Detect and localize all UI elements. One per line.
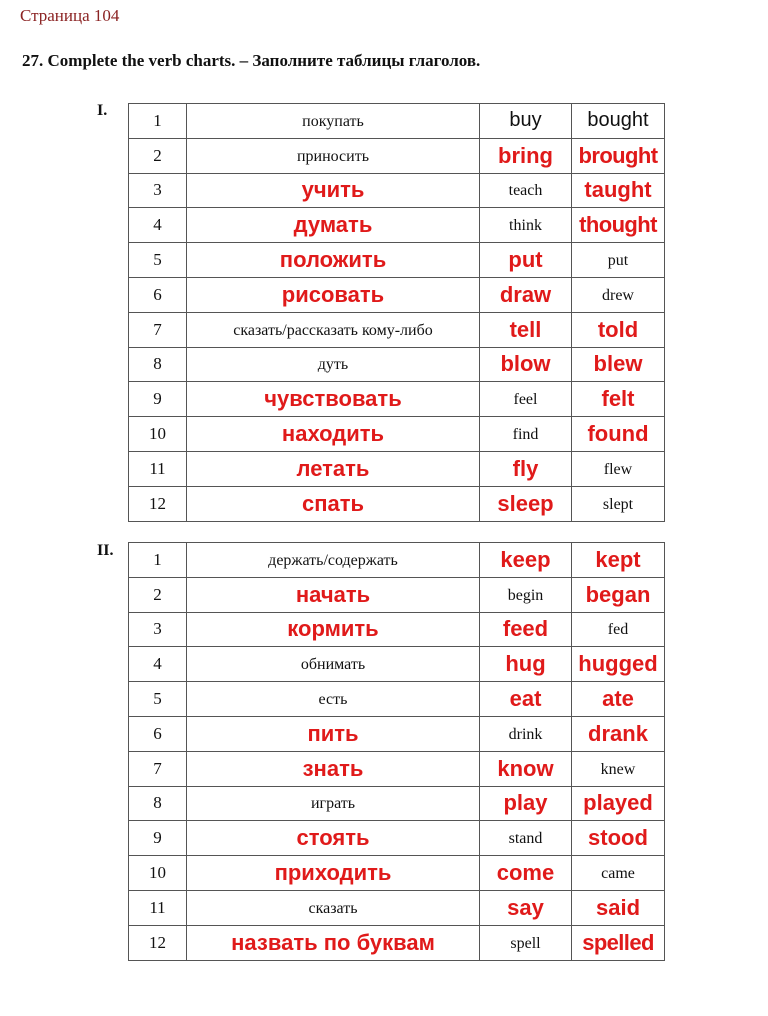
row-number-cell [129, 173, 187, 208]
table-row [129, 486, 665, 521]
row-number: 3 [153, 619, 162, 639]
verb-infinitive: eat [509, 686, 542, 712]
row-number: 7 [153, 319, 162, 339]
russian-verb-cell [187, 173, 480, 208]
verb-infinitive-cell [480, 138, 572, 173]
russian-verb-cell [187, 312, 480, 347]
verb-past-cell [572, 312, 665, 347]
verb-past-cell [572, 716, 665, 751]
verb-infinitive-cell [480, 543, 572, 578]
verb-past: found [587, 421, 649, 447]
verb-infinitive: spell [510, 934, 541, 952]
row-number: 2 [153, 584, 162, 604]
russian-verb: обнимать [300, 656, 366, 674]
table-row [129, 312, 665, 347]
row-number: 6 [153, 284, 162, 304]
verb-infinitive-cell [480, 208, 572, 243]
table-row [129, 890, 665, 925]
verb-past-cell [572, 751, 665, 786]
russian-verb: кормить [287, 616, 379, 642]
verb-infinitive: blow [500, 351, 551, 377]
row-number: 2 [153, 145, 162, 165]
russian-verb: назвать по буквам [231, 929, 435, 955]
russian-verb-cell [187, 751, 480, 786]
verb-past: thought [579, 212, 657, 238]
verb-infinitive: say [507, 894, 544, 920]
row-number-cell [129, 243, 187, 278]
verb-infinitive: play [503, 790, 548, 816]
verb-past-cell [572, 577, 665, 612]
russian-verb-cell [187, 451, 480, 486]
verb-past: came [601, 865, 635, 883]
russian-verb: сказать [308, 899, 358, 917]
row-number-cell [129, 104, 187, 139]
section-mark-2: II. [97, 542, 114, 559]
verb-past-cell [572, 682, 665, 717]
row-number-cell [129, 312, 187, 347]
verb-infinitive-cell [480, 682, 572, 717]
row-number-cell [129, 682, 187, 717]
verb-infinitive: draw [499, 281, 552, 307]
verb-past: spelled [582, 929, 654, 955]
verb-past-cell [572, 347, 665, 382]
table-row [129, 716, 665, 751]
row-number-cell [129, 856, 187, 891]
table-row [129, 277, 665, 312]
russian-verb-cell [187, 104, 480, 139]
row-number: 6 [153, 723, 162, 743]
row-number-cell [129, 890, 187, 925]
verb-infinitive-cell [480, 451, 572, 486]
verb-infinitive: sleep [497, 490, 554, 516]
russian-verb: играть [310, 795, 356, 813]
verb-past: slept [602, 495, 634, 513]
exercise-instruction: Complete the verb charts. – Заполните таблицы глаголов. [47, 51, 481, 70]
russian-verb-cell [187, 208, 480, 243]
verb-past: drew [602, 286, 634, 304]
russian-verb: стоять [296, 825, 370, 851]
table-row [129, 208, 665, 243]
verb-infinitive-cell [480, 312, 572, 347]
russian-verb: чувствовать [264, 386, 402, 412]
table-row [129, 612, 665, 647]
table-row [129, 451, 665, 486]
russian-verb: положить [279, 247, 387, 273]
russian-verb-cell [187, 786, 480, 821]
verb-infinitive-cell [480, 716, 572, 751]
verb-infinitive-cell [480, 647, 572, 682]
verb-infinitive: feed [502, 616, 549, 642]
verb-past: ate [602, 686, 634, 712]
russian-verb: находить [281, 421, 385, 447]
verb-infinitive-cell [480, 786, 572, 821]
table-row [129, 925, 665, 960]
verb-past-cell [572, 890, 665, 925]
verb-infinitive-cell [480, 417, 572, 452]
verb-past-cell [572, 417, 665, 452]
verb-infinitive-cell [480, 751, 572, 786]
verb-past-cell [572, 821, 665, 856]
verb-infinitive: drink [508, 725, 543, 743]
row-number-cell [129, 451, 187, 486]
verb-infinitive: tell [509, 316, 542, 342]
russian-verb: летать [296, 455, 370, 481]
row-number: 11 [149, 458, 166, 478]
row-number-cell [129, 382, 187, 417]
row-number-cell [129, 543, 187, 578]
row-number: 3 [153, 180, 162, 200]
verb-past-cell [572, 104, 665, 139]
russian-verb: дуть [317, 356, 349, 374]
russian-verb: знать [302, 755, 364, 781]
russian-verb: приносить [296, 147, 370, 165]
russian-verb-cell [187, 890, 480, 925]
verb-past-cell [572, 451, 665, 486]
verb-infinitive: hug [505, 651, 546, 677]
verb-past-cell [572, 612, 665, 647]
verb-infinitive: buy [509, 109, 542, 132]
verb-chart-1 [128, 103, 665, 522]
row-number-cell [129, 138, 187, 173]
verb-past: fed [607, 621, 629, 639]
row-number-cell [129, 751, 187, 786]
verb-past: put [607, 252, 629, 270]
russian-verb: сказать/рассказать кому-либо [233, 321, 433, 339]
russian-verb-cell [187, 682, 480, 717]
page-label: Страница 104 [20, 6, 120, 25]
row-number-cell [129, 647, 187, 682]
exercise-heading [22, 51, 480, 71]
table-row [129, 382, 665, 417]
row-number: 5 [153, 250, 162, 270]
russian-verb-cell [187, 543, 480, 578]
russian-verb-cell [187, 647, 480, 682]
russian-verb-cell [187, 716, 480, 751]
row-number-cell [129, 612, 187, 647]
row-number: 10 [149, 424, 166, 444]
table-row [129, 243, 665, 278]
russian-verb: держать/содержать [268, 551, 398, 569]
verb-infinitive: find [512, 426, 539, 444]
table-row [129, 786, 665, 821]
table-row [129, 577, 665, 612]
verb-past: drank [588, 720, 648, 746]
verb-past: played [583, 790, 653, 816]
russian-verb-cell [187, 821, 480, 856]
row-number: 1 [153, 110, 162, 130]
verb-past: brought [578, 142, 658, 168]
russian-verb-cell [187, 856, 480, 891]
verb-infinitive-cell [480, 577, 572, 612]
verb-past-cell [572, 138, 665, 173]
row-number-cell [129, 577, 187, 612]
row-number-cell [129, 347, 187, 382]
table-row [129, 417, 665, 452]
table-row [129, 104, 665, 139]
table-row [129, 543, 665, 578]
row-number: 12 [149, 493, 166, 513]
verb-infinitive: stand [508, 830, 543, 848]
verb-infinitive-cell [480, 486, 572, 521]
russian-verb-cell [187, 138, 480, 173]
table-row [129, 347, 665, 382]
verb-infinitive-cell [480, 925, 572, 960]
russian-verb: пить [307, 720, 359, 746]
verb-chart-2 [128, 542, 665, 961]
row-number: 5 [153, 689, 162, 709]
verb-infinitive: come [496, 860, 555, 886]
verb-past: blew [593, 351, 643, 377]
row-number: 12 [149, 932, 166, 952]
russian-verb-cell [187, 347, 480, 382]
verb-infinitive-cell [480, 347, 572, 382]
row-number-cell [129, 486, 187, 521]
verb-past: hugged [578, 651, 658, 677]
row-number-cell [129, 417, 187, 452]
exercise-number: 27. [22, 51, 44, 70]
russian-verb: приходить [274, 860, 392, 886]
verb-past-cell [572, 786, 665, 821]
verb-past-cell [572, 277, 665, 312]
verb-past-cell [572, 647, 665, 682]
russian-verb-cell [187, 612, 480, 647]
russian-verb: думать [293, 212, 373, 238]
row-number: 9 [153, 828, 162, 848]
russian-verb-cell [187, 417, 480, 452]
verb-infinitive-cell [480, 821, 572, 856]
verb-past: flew [603, 460, 633, 478]
verb-past-cell [572, 856, 665, 891]
verb-infinitive: teach [508, 182, 543, 200]
verb-infinitive: begin [507, 586, 544, 604]
verb-past-cell [572, 543, 665, 578]
russian-verb-cell [187, 925, 480, 960]
verb-infinitive: fly [512, 455, 539, 481]
table-row [129, 138, 665, 173]
row-number-cell [129, 716, 187, 751]
verb-past-cell [572, 243, 665, 278]
section-mark-1: I. [97, 102, 108, 119]
verb-past: began [585, 581, 651, 607]
verb-past: bought [587, 109, 649, 132]
verb-past: taught [584, 177, 652, 203]
row-number: 4 [153, 215, 162, 235]
russian-verb: покупать [302, 112, 364, 130]
verb-infinitive-cell [480, 890, 572, 925]
verb-infinitive: put [508, 247, 543, 273]
verb-past: told [597, 316, 639, 342]
row-number: 4 [153, 654, 162, 674]
verb-infinitive-cell [480, 277, 572, 312]
table-row [129, 751, 665, 786]
verb-infinitive-cell [480, 104, 572, 139]
verb-infinitive-cell [480, 243, 572, 278]
russian-verb-cell [187, 277, 480, 312]
verb-past-cell [572, 925, 665, 960]
row-number: 1 [153, 549, 162, 569]
russian-verb: спать [301, 490, 365, 516]
table-row [129, 173, 665, 208]
verb-infinitive-cell [480, 173, 572, 208]
row-number-cell [129, 925, 187, 960]
verb-infinitive: bring [498, 142, 553, 168]
verb-infinitive: keep [500, 546, 551, 572]
verb-past: felt [601, 386, 635, 412]
verb-past-cell [572, 382, 665, 417]
row-number-cell [129, 208, 187, 243]
table-row [129, 682, 665, 717]
russian-verb: рисовать [281, 281, 385, 307]
row-number: 7 [153, 758, 162, 778]
russian-verb-cell [187, 577, 480, 612]
row-number-cell [129, 821, 187, 856]
russian-verb: начать [295, 581, 371, 607]
row-number: 9 [153, 389, 162, 409]
verb-past: stood [588, 825, 648, 851]
russian-verb: учить [301, 177, 365, 203]
verb-past: said [595, 894, 641, 920]
table-row [129, 821, 665, 856]
russian-verb-cell [187, 382, 480, 417]
verb-past: kept [595, 546, 641, 572]
verb-infinitive-cell [480, 612, 572, 647]
row-number: 10 [149, 863, 166, 883]
table-row [129, 647, 665, 682]
row-number-cell [129, 277, 187, 312]
verb-infinitive-cell [480, 856, 572, 891]
verb-infinitive: think [509, 217, 542, 235]
verb-past-cell [572, 173, 665, 208]
verb-past-cell [572, 486, 665, 521]
verb-past: knew [600, 760, 636, 778]
russian-verb-cell [187, 486, 480, 521]
verb-infinitive-cell [480, 382, 572, 417]
row-number: 11 [149, 897, 166, 917]
russian-verb-cell [187, 243, 480, 278]
russian-verb: есть [318, 691, 348, 709]
row-number: 8 [153, 354, 162, 374]
row-number: 8 [153, 793, 162, 813]
verb-infinitive: feel [513, 391, 538, 409]
verb-past-cell [572, 208, 665, 243]
row-number-cell [129, 786, 187, 821]
table-row [129, 856, 665, 891]
verb-infinitive: know [497, 755, 554, 781]
